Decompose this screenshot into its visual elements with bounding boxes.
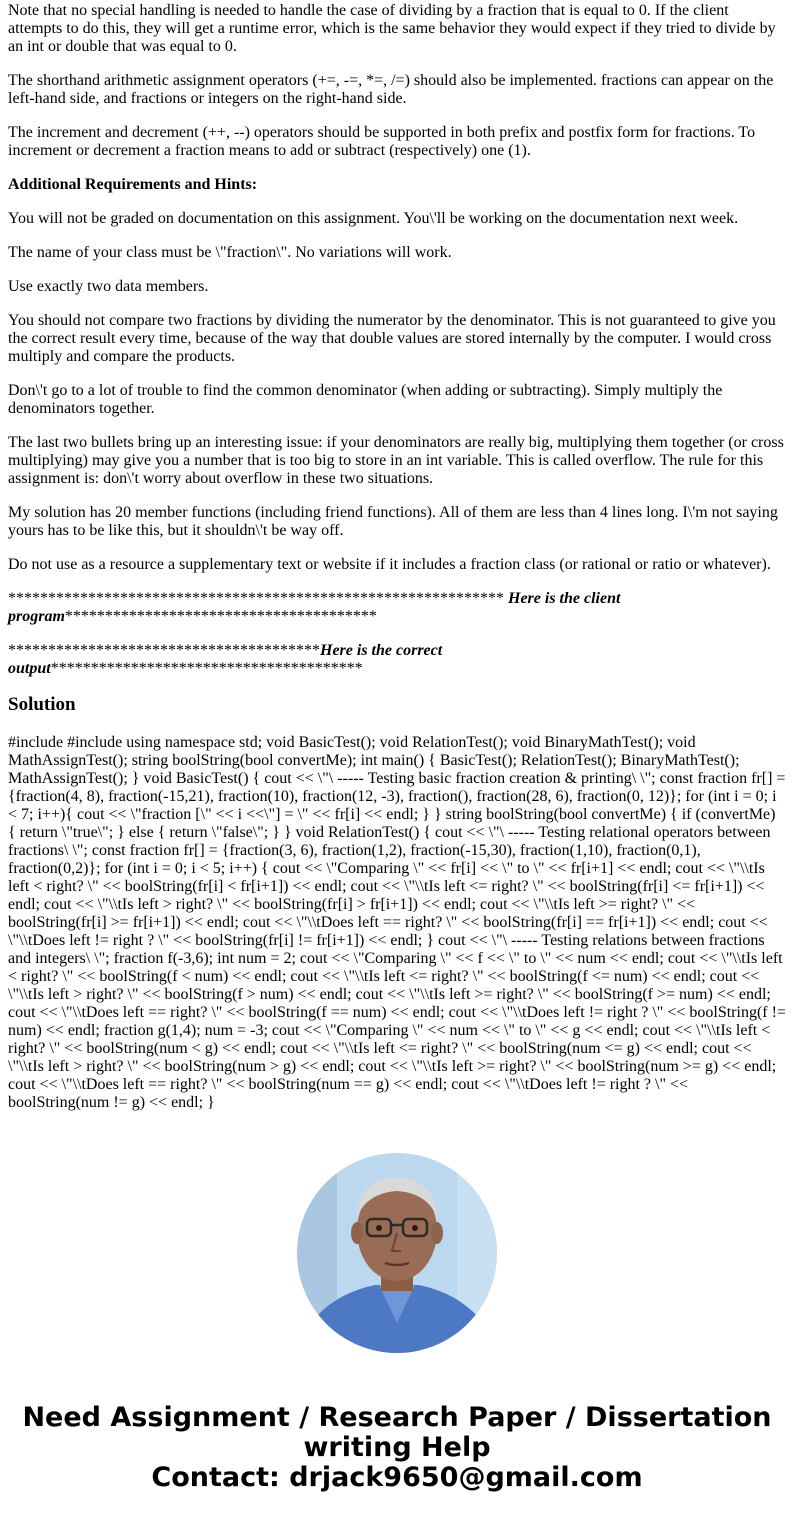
paragraph-documentation: You will not be graded on documentation on this assignment. You\'ll be working on the documentation next week. — [8, 210, 739, 227]
stars-after-output: *************************************** — [50, 660, 363, 677]
paragraph-increment-decrement: The increment and decrement (++, --) operators should be supported in both prefix and postfix form for fractions. To increment or decrement a fraction means to add or subtract (respectively) one (1). — [8, 124, 756, 159]
document-body — [8, 0, 786, 1128]
stars-before-client: ************************************************************** — [8, 590, 508, 607]
promo-contact-line: Contact: drjack9650@gmail.com — [151, 1462, 643, 1493]
solution-code: #include #include using namespace std; void BasicTest(); void RelationTest(); void BinaryMathTest(); void MathAssignTest(); string boolString(bool convertMe); int main() { BasicTest(); RelationTest(); BinaryMathTest(); MathAssignTest(); } void BasicTest() { cout << \"\ ----- Testing basic fraction creation & printing\ \"; const fraction fr[] = {fraction(4, 8), fraction(-15,21), fraction(10), fraction(12, -3), fraction(), fraction(28, 6), fraction(0, 12)}; for (int i = 0; i < 7; i++){ cout << \"fraction [\" << i <<\"] = \" << fr[i] << endl; } } string boolString(bool convertMe) { if (convertMe) { return \"true\"; } else { return \"false\"; } } void RelationTest() { cout << \"\ ----- Testing relational operators between fractions\ \"; const fraction fr[] = {fraction(3, 6), fraction(1,2), fraction(-15,30), fraction(1,10), fraction(0,1), fraction(0,2)}; for (int i = 0; i < 5; i++) { cout << \"Comparing \" << fr[i] << \" to \" << fr[i+1] << endl; cout << \"\\tIs left < right? \" << boolString(fr[i] < fr[i+1]) << endl; cout << \"\\tIs left <= right? \" << boolString(fr[i] <= fr[i+1]) << endl; cout << \"\\tIs left > right? \" << boolString(fr[i] > fr[i+1]) << endl; cout << \"\\tIs left >= right? \" << boolString(fr[i] >= fr[i+1]) << endl; cout << \"\\tDoes left == right? \" << boolString(fr[i] == fr[i+1]) << endl; cout << \"\\tDoes left != right ? \" << boolString(fr[i] != fr[i+1]) << endl; } cout << \"\ ----- Testing relations between fractions and integers\ \"; fraction f(-3,6); int num = 2; cout << \"Comparing \" << f << \" to \" << num << endl; cout << \"\\tIs left < right? \" << boolString(f < num) << endl; cout << \"\\tIs left <= right? \" << boolString(f <= num) << endl; cout << \"\\tIs left > right? \" << boolString(f > num) << endl; cout << \"\\tIs left >= right? \" << boolString(f >= num) << endl; cout << \"\\tDoes left == right? \" << boolString(f == num) << endl; cout << \"\\tDoes left != right ? \" << boolString(f != num) << endl; fraction g(1,4); num = -3; cout << \"Comparing \" << num << \" to \" << g << endl; cout << \"\\tIs left < right? \" << boolString(num < g) << endl; cout << \"\\tIs left <= right? \" << boolString(num <= g) << endl; cout << \"\\tIs left > right? \" << boolString(num > g) << endl; cout << \"\\tIs left >= right? \" << boolString(num >= g) << endl; cout << \"\\tDoes left == right? \" << boolString(num == g) << endl; cout << \"\\tDoes left != right ? \" << boolString(num != g) << endl; } — [8, 734, 786, 1111]
stars-after-client: *************************************** — [64, 608, 377, 625]
heading-additional-requirements: Additional Requirements and Hints: — [8, 176, 258, 193]
author-photo-icon — [297, 1153, 497, 1353]
stars-before-output: *************************************** — [8, 642, 320, 659]
paragraph-assignment-operators: The shorthand arithmetic assignment operators (+=, -=, *=, /=) should also be implemented. fractions can appear on the left-hand side, and fractions or integers on the right-hand side. — [8, 72, 774, 107]
paragraph-compare-fractions: You should not compare two fractions by dividing the numerator by the denominator. This is not guaranteed to give you the correct result every time, because of the way that double values are stored internally by the computer. I would cross multiply and compare the products. — [8, 312, 776, 365]
promo-help-line: Need Assignment / Research Paper / Dissertation writing Help — [22, 1402, 772, 1463]
client-program-divider — [8, 590, 786, 626]
correct-output-label: Here is the correct output — [8, 642, 443, 677]
paragraph-data-members: Use exactly two data members. — [8, 278, 209, 295]
solution-heading: Solution — [8, 694, 76, 715]
paragraph-member-functions: My solution has 20 member functions (including friend functions). All of them are less than 4 lines long. I\'m not saying yours has to be like this, but it shouldn\'t be way off. — [8, 504, 778, 539]
paragraph-class-name: The name of your class must be \"fraction\". No variations will work. — [8, 244, 452, 261]
correct-output-divider — [8, 642, 786, 678]
paragraph-overflow: The last two bullets bring up an interesting issue: if your denominators are really big, multiplying them together (or cross multiplying) may give you a number that is too big to store in an int variable. This is called overflow. The rule for this assignment is: don\'t worry about overflow in these two situations. — [8, 434, 784, 487]
paragraph-division-by-zero: Note that no special handling is needed to handle the case of dividing by a fraction that is equal to 0. If the client attempts to do this, they will get a runtime error, which is the same behavior they would expect if they tried to divide by an int or double that was equal to 0. — [8, 2, 776, 55]
client-program-label: Here is the client program — [8, 590, 621, 625]
paragraph-common-denominator: Don\'t go to a lot of trouble to find the common denominator (when adding or subtracting). Simply multiply the denominators together. — [8, 382, 723, 417]
paragraph-resources: Do not use as a resource a supplementary text or website if it includes a fraction class (or rational or ratio or whatever). — [8, 556, 771, 573]
author-photo-svg — [297, 1153, 497, 1353]
promo-banner — [0, 1403, 794, 1493]
